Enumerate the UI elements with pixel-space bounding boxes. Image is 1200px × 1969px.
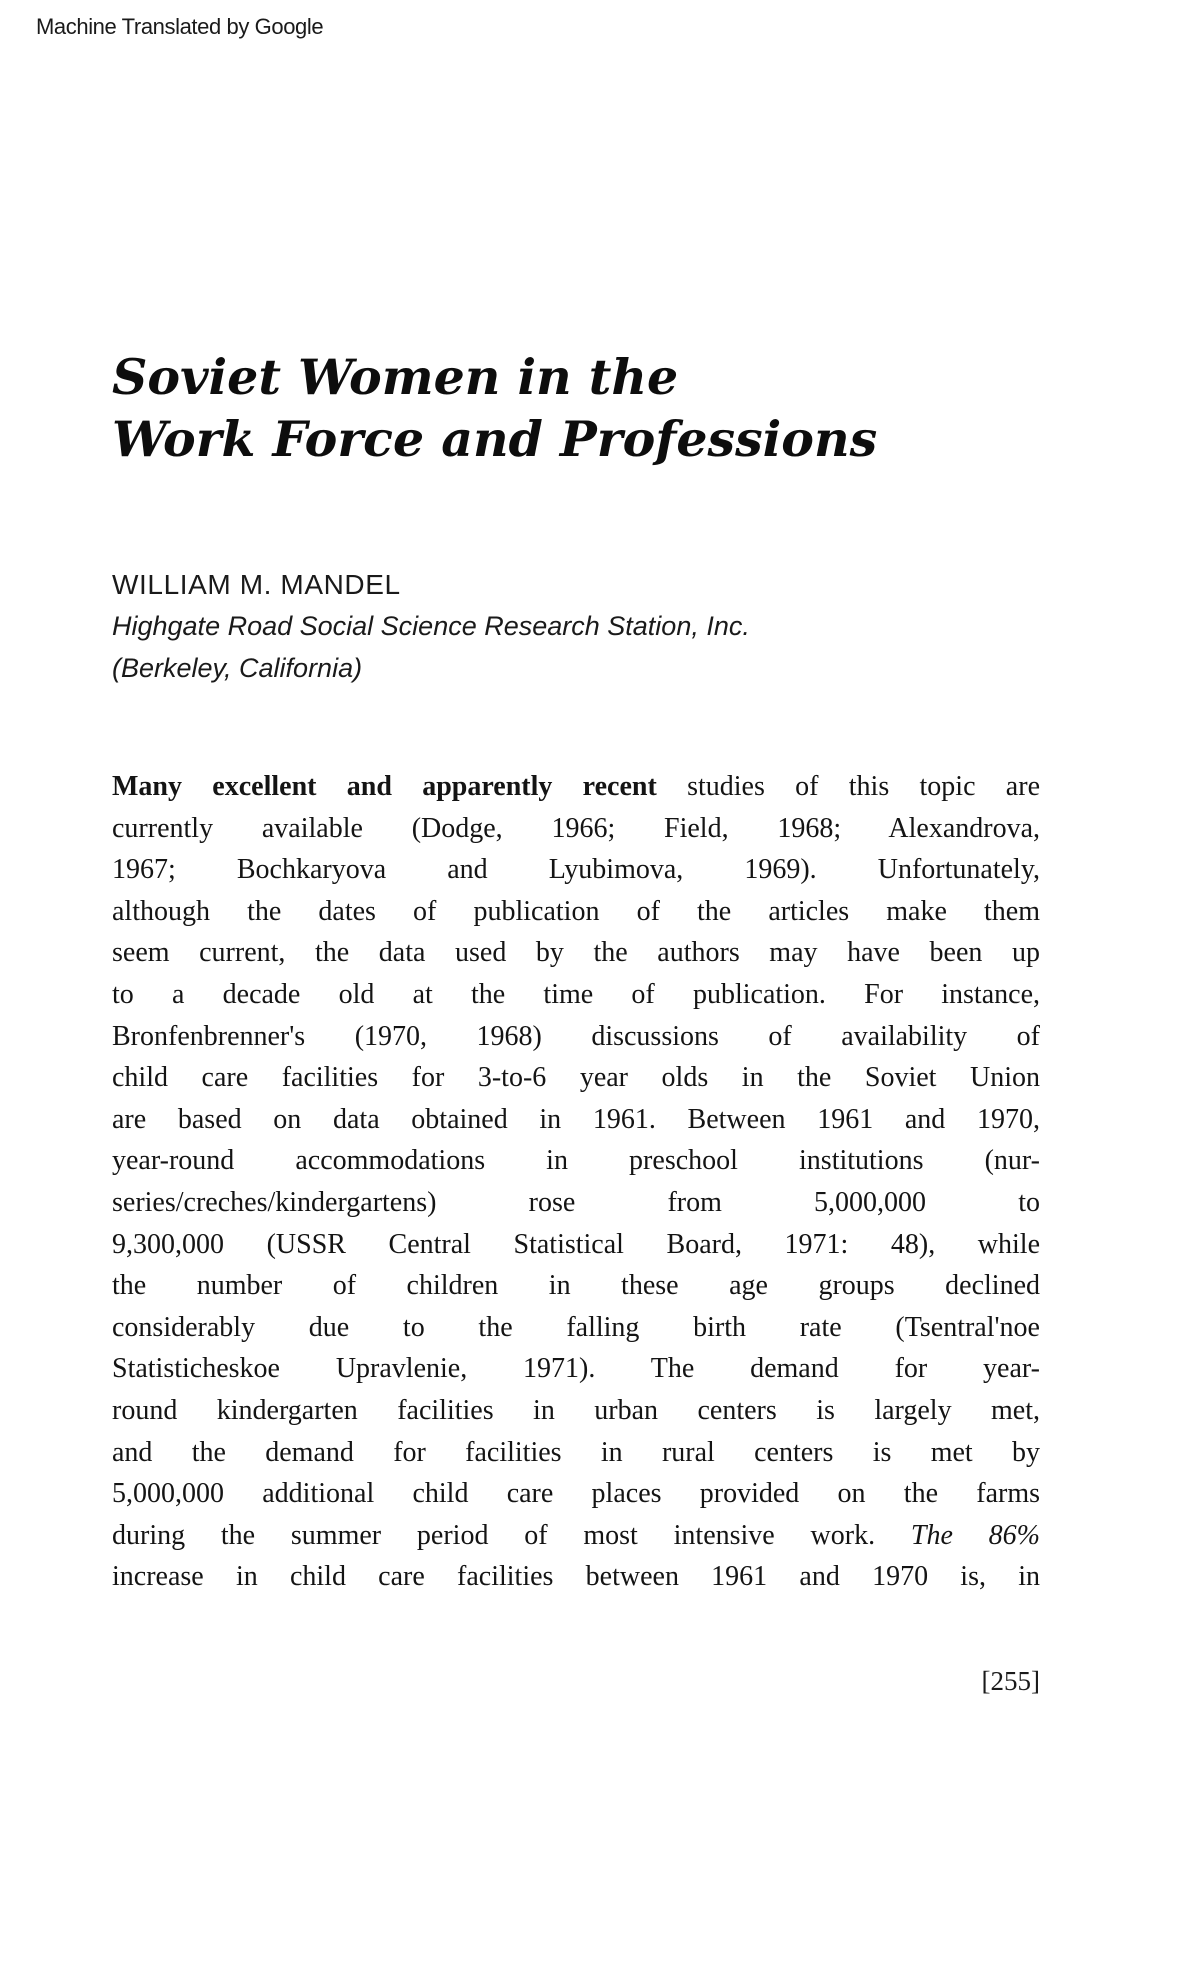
author-name: WILLIAM M. MANDEL <box>112 569 401 600</box>
body-line-10: year-round accommodations in preschool institutions (nur- <box>112 1145 1040 1177</box>
body-line-7: Bronfenbrenner's (1970, 1968) discussions of availability of <box>112 1020 1040 1052</box>
body-line-17: and the demand for facilities in rural centers is met by <box>112 1436 1040 1468</box>
affiliation-line-1: Highgate Road Social Science Research Station, Inc. <box>112 611 750 641</box>
body-line-19 <box>112 1515 1040 1557</box>
author-block <box>112 565 1072 689</box>
page-number: [255] <box>981 1666 1040 1696</box>
body-line-12: 9,300,000 (USSR Central Statistical Board, 1971: 48), while <box>112 1228 1040 1260</box>
body-line-19-roman: during the summer period of most intensive work. <box>112 1519 876 1551</box>
body-line-18: 5,000,000 additional child care places provided on the farms <box>112 1478 1040 1510</box>
title-line-2: Work Force and Professions <box>112 410 878 468</box>
title-line-1: Soviet Women in the <box>112 348 679 406</box>
body-line-1-rest: studies of this topic are <box>656 771 1040 802</box>
lead-in-text: Many excellent and apparently recent <box>112 771 657 802</box>
affiliation-line-2: (Berkeley, California) <box>112 653 363 683</box>
italic-emphasis-start: The 86% <box>875 1519 1041 1551</box>
body-line-8: child care facilities for 3-to-6 year olds in the Soviet Union <box>112 1062 1040 1094</box>
body-line-11: series/creches/kindergartens) rose from 5,000,000 to <box>112 1186 1040 1218</box>
body-line-15: Statisticheskoe Upravlenie, 1971). The demand for year- <box>112 1353 1040 1385</box>
body-paragraph <box>112 766 1040 1598</box>
article-title <box>112 346 1072 470</box>
body-line-9: are based on data obtained in 1961. Between 1961 and 1970, <box>112 1103 1040 1135</box>
body-line-1 <box>112 766 1040 808</box>
body-line-5: seem current, the data used by the authors may have been up <box>112 937 1040 969</box>
body-line-20-italic: increase in child care facilities between 1961 and 1970 is, in <box>112 1561 1040 1593</box>
body-line-3: 1967; Bochkaryova and Lyubimova, 1969). Unfortunately, <box>112 854 1040 886</box>
body-line-6: to a decade old at the time of publication. For instance, <box>112 978 1040 1010</box>
machine-translation-banner: Machine Translated by Google <box>36 14 324 39</box>
body-line-4: although the dates of publication of the articles make them <box>112 895 1040 927</box>
body-line-13: the number of children in these age groups declined <box>112 1270 1040 1302</box>
body-line-16: round kindergarten facilities in urban centers is largely met, <box>112 1394 1040 1426</box>
body-line-2: currently available (Dodge, 1966; Field, 1968; Alexandrova, <box>112 812 1040 844</box>
body-line-14: considerably due to the falling birth rate (Tsentral'noe <box>112 1311 1040 1343</box>
